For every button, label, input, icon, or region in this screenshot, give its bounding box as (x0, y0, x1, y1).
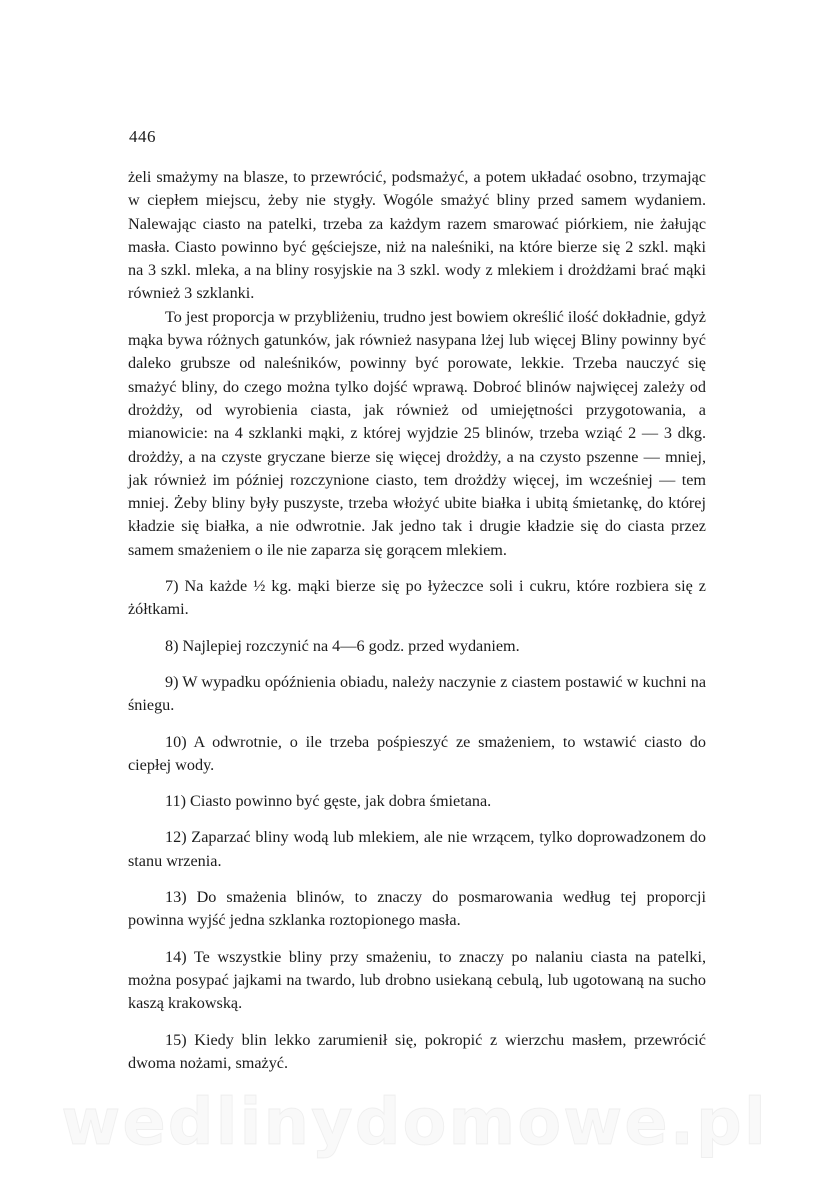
list-item-8: 8) Najlepiej rozczynić na 4—6 godz. przed wydaniem. (165, 636, 520, 655)
watermark: wedlinydomowe.pl (61, 1086, 768, 1160)
list-item-12: 12) Zaparzać bliny wodą lub mlekiem, ale nie wrzącem, tylko doprowadzonem do stanu wrzenia. (128, 828, 706, 870)
list-item-9: 9) W wypadku opóźnienia obiadu, należy naczynie z ciastem postawić w kuchni na śniegu. (128, 672, 706, 715)
list-item-7: 7) Na każde ½ kg. mąki bierze się po łyżeczce soli i cukru, które rozbiera się z żółtkami. (128, 577, 706, 619)
page-body (128, 166, 706, 1075)
list-item-11: 11) Ciasto powinno być gęste, jak dobra śmietana. (165, 792, 492, 811)
list-item-13: 13) Do smażenia blinów, to znaczy do posmarowania według tej proporcji powinna wyjść jedna szklanka roztopionego masła. (128, 888, 706, 930)
list-item-10: 10) A odwrotnie, o ile trzeba pośpieszyć ze smażeniem, to wstawić ciasto do ciepłej wody. (128, 732, 706, 774)
list-item-14: 14) Te wszystkie bliny przy smażeniu, to znaczy po nalaniu ciasta na patelki, można posypać jajkami na twardo, lub drobno usiekaną cebulą, lub ugotowaną na sucho kaszą krakowską. (128, 947, 706, 1013)
paragraph-continuation: żeli smażymy na blasze, to przewrócić, podsmażyć, a potem układać osobno, trzymając w ciepłem miejscu, żeby nie stygły. Wogóle smażyć bliny przed samem wydaniem. Nalewając ciasto na patelki, trzeba za każdym razem smarować piórkiem, nie żałując masła. Ciasto powinno być gęściejsze, niż na naleśniki, na które bierze się 2 szkl. mąki na 3 szkl. mleka, a na bliny rosyjskie na 3 szkl. wody z mlekiem i drożdżami brać mąki również 3 szklanki. (128, 168, 706, 303)
page-number: 446 (129, 127, 156, 146)
list-item-15: 15) Kiedy blin lekko zarumienił się, pokropić z wierzchu masłem, przewrócić dwoma nożami, smażyć. (128, 1030, 706, 1072)
paragraph-proportion: To jest proporcja w przybliżeniu, trudno jest bowiem określić ilość dokładnie, gdyż mąka bywa różnych gatunków, jak również nasypana lżej lub więcej Bliny powinny być daleko grubsze od naleśników, powinny być porowate, lekkie. Trzeba nauczyć się smażyć bliny, do czego można tylko dojść wprawą. Dobroć blinów najwięcej zależy od drożdży, od wyrobienia ciasta, jak również od umiejętności przygotowania, a mianowicie: na 4 szklanki mąki, z której wyjdzie 25 blinów, trzeba wziąć 2 — 3 dkg. drożdży, a na czyste gryczane bierze się więcej drożdży, a na czysto pszenne — mniej, jak również im później rozczynione ciasto, tem drożdży więcej, im wcześniej — tem mniej. Żeby bliny były puszyste, trzeba włożyć ubite białka i ubitą śmietankę, do której kładzie się białka, a nie odwrotnie. Jak jedno tak i drugie kładzie się do ciasta przez samem smażeniem o ile nie zaparza się gorącem mlekiem. (128, 307, 706, 559)
